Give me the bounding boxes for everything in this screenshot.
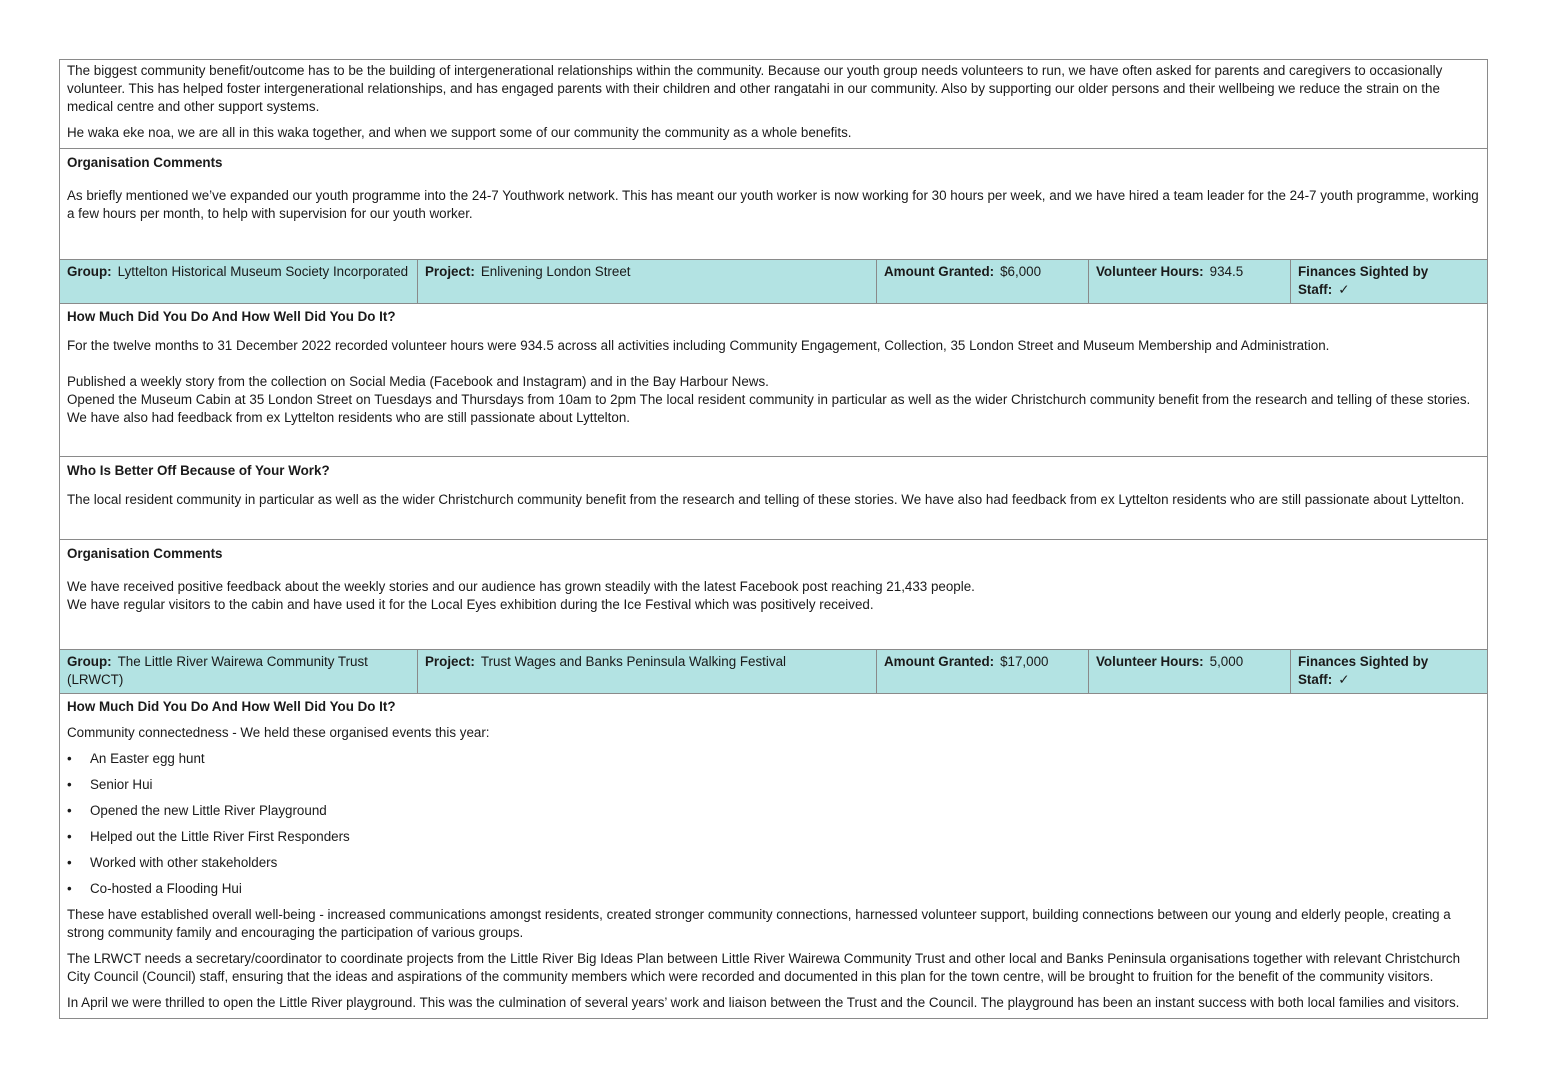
project-label: Project: [425,654,475,669]
intro-row [60,60,1488,149]
record1-who-cell [60,457,1488,540]
volunteer-label: Volunteer Hours: [1096,264,1204,279]
record1-org-paragraph-2: We have regular visitors to the cabin and have used it for the Local Eyes exhibition during the Ice Festival which was positively received. [67,597,874,612]
record2-group-cell [60,650,418,694]
record2-volunteer-cell [1089,650,1291,694]
record1-who-text: The local resident community in particular as well as the wider Christchurch community benefit from the research and telling of these stories. We have also had feedback from ex Lyttelton residents who are still passionate about Lyttelton. [67,492,1465,507]
list-item: • Worked with other stakeholders [67,854,1480,872]
record1-org-row [60,540,1488,650]
record2-project-name: Trust Wages and Banks Peninsula Walking Festival [480,654,786,669]
volunteer-label: Volunteer Hours: [1096,654,1204,669]
record1-finances-cell [1291,260,1488,304]
record1-who-row [60,457,1488,540]
list-item: • Opened the new Little River Playground [67,802,1480,820]
record2-how-heading: How Much Did You Do And How Well Did You Do It? [67,699,396,714]
record2-project-cell [418,650,877,694]
record1-org-paragraph-1: We have received positive feedback about the weekly stories and our audience has grown steadily with the latest Facebook post reaching 21,433 people. [67,579,975,594]
list-item: • Senior Hui [67,776,1480,794]
intro-paragraph-2: He waka eke noa, we are all in this waka together, and when we support some of our community the community as a whole benefits. [67,125,852,140]
record2-amount-value: $17,000 [1000,654,1049,669]
record1-volunteer-value: 934.5 [1209,264,1244,279]
record1-who-heading: Who Is Better Off Because of Your Work? [67,463,330,478]
record2-events-list [67,750,1480,898]
record2-amount-cell [877,650,1089,694]
record2-paragraph-2: The LRWCT needs a secretary/coordinator to coordinate projects from the Little River Big Ideas Plan between Little River Wairewa Community Trust and other local and Banks Peninsula organisations together with relevant Christchurch City Council (Council) staff, ensuring that the ideas and aspirations of the community members which were recorded and documented in this plan for the town centre, will be brought to fruition for the benefit of the community visitors. [67,951,1461,984]
record1-volunteer-cell [1089,260,1291,304]
record1-how-paragraph-3: Opened the Museum Cabin at 35 London Street on Tuesdays and Thursdays from 10am to 2pm The local resident community in particular as well as the wider Christchurch community benefit from the research and telling of these stories. [67,392,1471,407]
record2-paragraph-3: In April we were thrilled to open the Little River playground. This was the culmination of several years’ work and liaison between the Trust and the Council. The playground has been an instant success with both local families and visitors. [67,995,1460,1010]
list-item: • An Easter egg hunt [67,750,1480,768]
org-comments-heading-1: Organisation Comments [67,155,223,170]
record2-volunteer-value: 5,000 [1209,654,1244,669]
record1-how-paragraph-1: For the twelve months to 31 December 2022 recorded volunteer hours were 934.5 across all activities including Community Engagement, Collection, 35 London Street and Museum Membership and Administration. [67,338,1330,353]
funding-report-document [59,59,1487,1019]
checkmark-icon: ✓ [1338,672,1350,687]
org-comments-text-1: As briefly mentioned we’ve expanded our youth programme into the 24-7 Youthwork network. This has meant our youth worker is now working for 30 hours per week, and we have hired a team leader for the 24-7 youth programme, working a few hours per month, to help with supervision for our youth worker. [67,188,1479,221]
org-comments-cell-1 [60,149,1488,260]
record1-org-heading: Organisation Comments [67,546,223,561]
amount-label: Amount Granted: [884,264,995,279]
list-item: • Co-hosted a Flooding Hui [67,880,1480,898]
record1-how-paragraph-2: Published a weekly story from the collection on Social Media (Facebook and Instagram) and in the Bay Harbour News. [67,374,769,389]
group-label: Group: [67,654,112,669]
record1-group-cell [60,260,418,304]
record1-header-row [60,260,1488,304]
amount-label: Amount Granted: [884,654,995,669]
org-comments-row-1 [60,149,1488,260]
record2-paragraph-1: These have established overall well-being - increased communications amongst residents, created stronger community connections, harnessed volunteer support, building connections between our young and elderly people, creating a strong community family and encouraging the participation of various groups. [67,907,1451,940]
finances-label: Finances Sighted by Staff: [1298,264,1429,297]
record2-how-row [60,694,1488,1019]
project-label: Project: [425,264,475,279]
record1-amount-cell [877,260,1089,304]
record1-how-paragraph-4: We have also had feedback from ex Lyttelton residents who are still passionate about Lyttelton. [67,410,630,425]
finances-label: Finances Sighted by Staff: [1298,654,1429,687]
list-item: • Helped out the Little River First Responders [67,828,1480,846]
intro-paragraph-1: The biggest community benefit/outcome has to be the building of intergenerational relationships within the community. Because our youth group needs volunteers to run, we have often asked for parents and caregivers to occasionally volunteer. This has helped foster intergenerational relationships, and has engaged parents with their children and other rangatahi in our community. Also by supporting our older persons and their wellbeing we reduce the strain on the medical centre and other support systems. [67,63,1443,114]
report-table [59,59,1488,1019]
record2-how-cell [60,694,1488,1019]
checkmark-icon: ✓ [1338,282,1350,297]
record2-intro: Community connectedness - We held these organised events this year: [67,725,490,740]
record1-group-name: Lyttelton Historical Museum Society Incorporated [117,264,409,279]
record1-amount-value: $6,000 [1000,264,1042,279]
record2-finances-cell [1291,650,1488,694]
record2-header-row [60,650,1488,694]
record1-project-cell [418,260,877,304]
record2-group-name: The Little River Wairewa Community Trust (LRWCT) [67,654,368,687]
record1-project-name: Enlivening London Street [480,264,631,279]
record1-how-row [60,304,1488,457]
intro-cell [60,60,1488,149]
record1-how-heading: How Much Did You Do And How Well Did You Do It? [67,309,396,324]
record1-how-cell [60,304,1488,457]
record1-org-cell [60,540,1488,650]
group-label: Group: [67,264,112,279]
